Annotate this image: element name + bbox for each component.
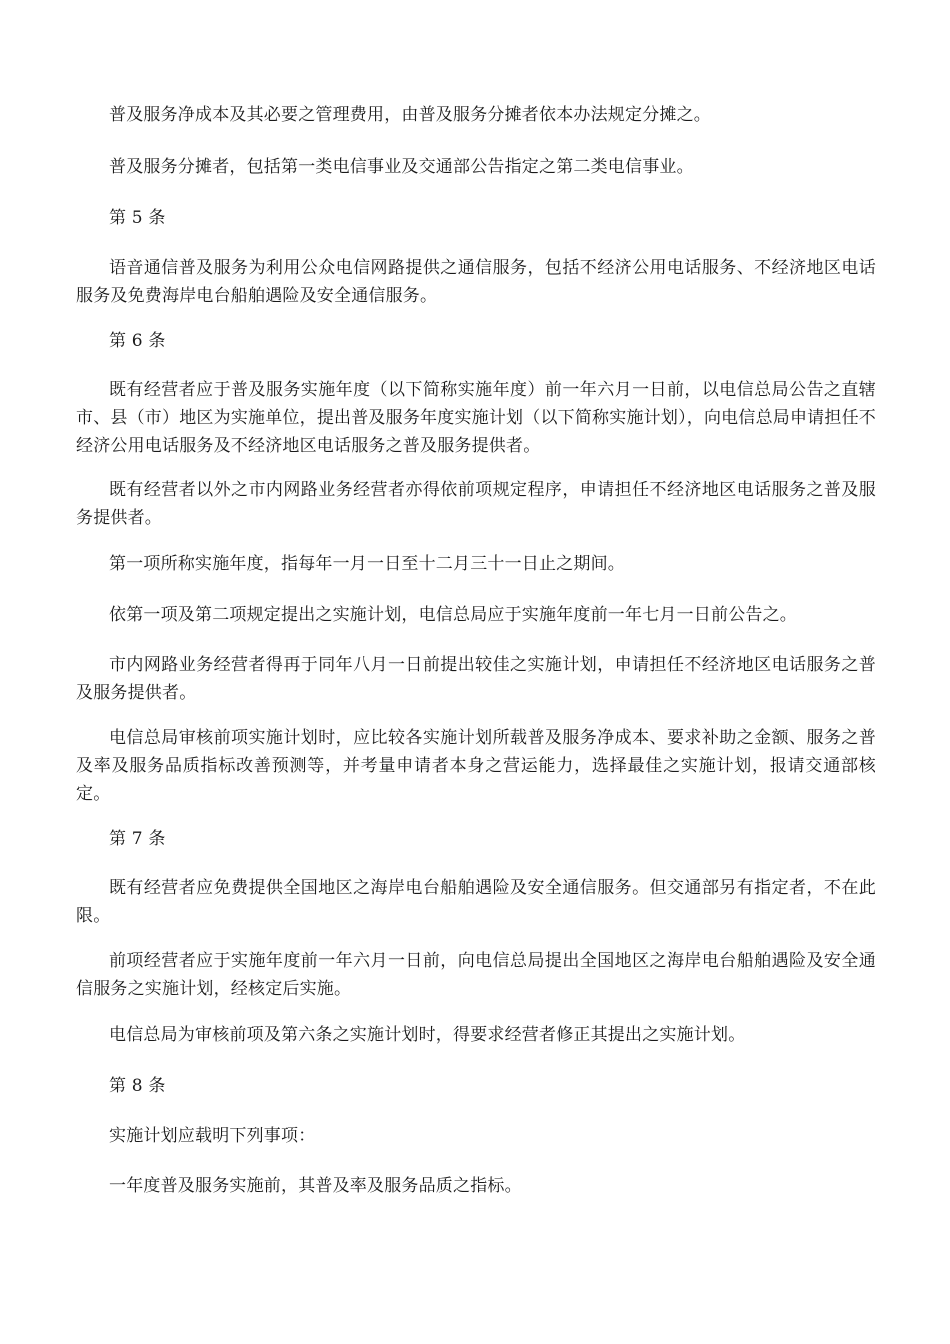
paragraph: 电信总局审核前项实施计划时，应比较各实施计划所载普及服务净成本、要求补助之金额、服务之普及率及服务品质指标改善预测等，并考量申请者本身之营运能力，选择最佳之实施计划，报请交通部核定。 (76, 728, 876, 804)
paragraph: 一年度普及服务实施前，其普及率及服务品质之指标。 (109, 1176, 522, 1196)
paragraph: 第一项所称实施年度，指每年一月一日至十二月三十一日止之期间。 (109, 554, 625, 574)
article-heading: 第 5 条 (109, 208, 166, 228)
paragraph: 实施计划应载明下列事项： (109, 1126, 316, 1146)
paragraph: 普及服务分摊者，包括第一类电信事业及交通部公告指定之第二类电信事业。 (109, 157, 694, 177)
paragraph: 既有经营者应于普及服务实施年度（以下简称实施年度）前一年六月一日前，以电信总局公告之直辖市、县（市）地区为实施单位，提出普及服务年度实施计划（以下简称实施计划），向电信总局申请担任不经济公用电话服务及不经济地区电话服务之普及服务提供者。 (76, 380, 876, 456)
paragraph: 语音通信普及服务为利用公众电信网路提供之通信服务，包括不经济公用电话服务、不经济地区电话服务及免费海岸电台船舶遇险及安全通信服务。 (76, 258, 876, 306)
article-heading: 第 6 条 (109, 331, 166, 351)
paragraph: 既有经营者应免费提供全国地区之海岸电台船舶遇险及安全通信服务。但交通部另有指定者，不在此限。 (76, 878, 876, 926)
paragraph: 普及服务净成本及其必要之管理费用，由普及服务分摊者依本办法规定分摊之。 (109, 105, 711, 125)
paragraph: 电信总局为审核前项及第六条之实施计划时，得要求经营者修正其提出之实施计划。 (109, 1025, 746, 1045)
article-heading: 第 8 条 (109, 1076, 166, 1096)
paragraph: 依第一项及第二项规定提出之实施计划，电信总局应于实施年度前一年七月一日前公告之。 (109, 605, 797, 625)
paragraph: 前项经营者应于实施年度前一年六月一日前，向电信总局提出全国地区之海岸电台船舶遇险及安全通信服务之实施计划，经核定后实施。 (76, 951, 876, 999)
article-heading: 第 7 条 (109, 829, 166, 849)
paragraph: 既有经营者以外之市内网路业务经营者亦得依前项规定程序，申请担任不经济地区电话服务之普及服务提供者。 (76, 480, 876, 528)
paragraph: 市内网路业务经营者得再于同年八月一日前提出较佳之实施计划，申请担任不经济地区电话服务之普及服务提供者。 (76, 655, 876, 703)
